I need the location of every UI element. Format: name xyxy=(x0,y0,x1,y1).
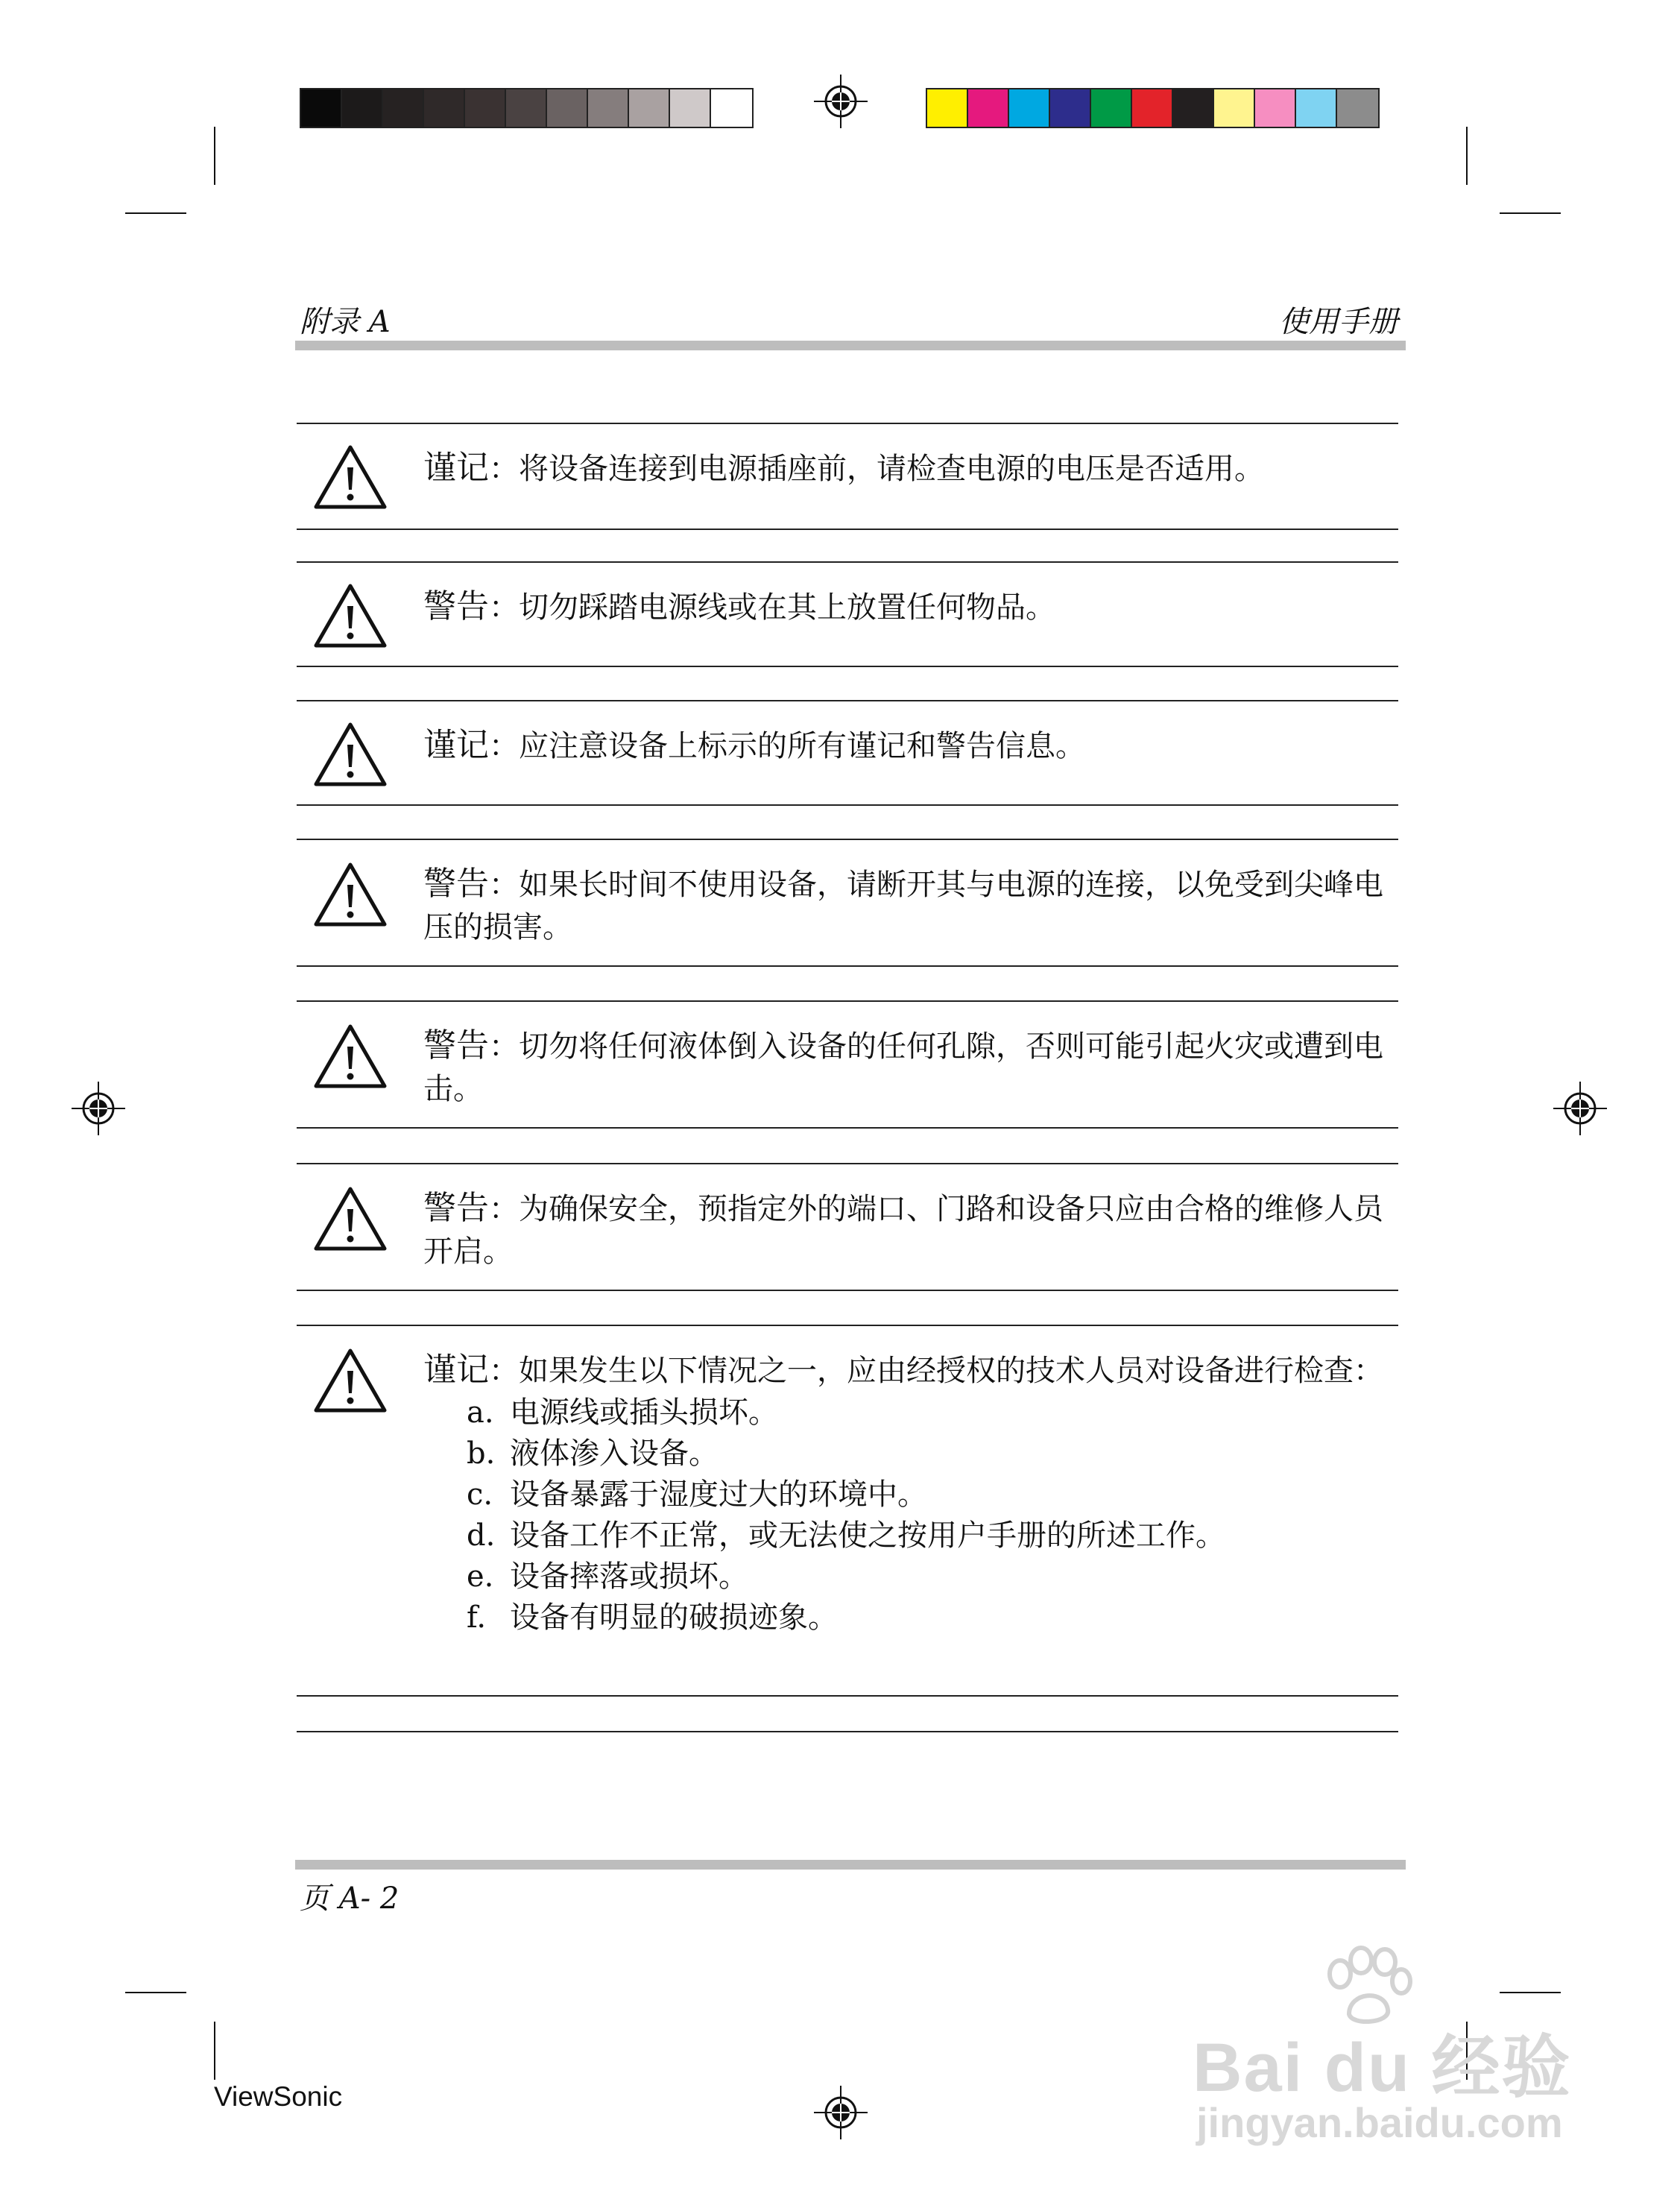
color-swatch xyxy=(1214,89,1255,127)
color-swatch xyxy=(968,89,1009,127)
warning-triangle-icon xyxy=(313,1347,388,1414)
warning-triangle-icon xyxy=(313,1023,388,1090)
color-calibration-bar xyxy=(926,88,1380,128)
notice-box xyxy=(297,839,1398,967)
color-swatch xyxy=(1255,89,1296,127)
crop-mark xyxy=(1466,127,1468,185)
color-swatch xyxy=(1050,89,1091,127)
notice-text: 谨记：如果发生以下情况之一，应由经授权的技术人员对设备进行检查： a. 电源线或插头损坏。 b. 液体渗入设备。 c. 设备暴露于湿度过大的环境中。 d. 设备工作不正常，或无法使之按用户手册的所述工作。 e. 设备摔落或损坏。 f. 设备有明显的破损迹象。 xyxy=(423,1348,1388,1638)
notice-body: 如果发生以下情况之一，应由经授权的技术人员对设备进行检查： xyxy=(519,1354,1383,1388)
registration-mark-icon xyxy=(72,1082,125,1135)
notice-label: 警告 xyxy=(423,1026,489,1064)
list-item: c. 设备暴露于湿度过大的环境中。 xyxy=(467,1477,927,1512)
header-left: 附录 A xyxy=(300,305,391,339)
notice-label: 谨记 xyxy=(423,449,489,487)
color-swatch xyxy=(711,89,752,127)
list-item: b. 液体渗入设备。 xyxy=(467,1436,719,1471)
registration-mark-icon xyxy=(1553,1082,1607,1135)
color-swatch xyxy=(506,89,547,127)
notice-box xyxy=(297,700,1398,806)
color-swatch xyxy=(1009,89,1050,127)
notice-label: 谨记 xyxy=(423,1351,489,1389)
color-swatch xyxy=(383,89,424,127)
notice-text: 警告：如果长时间不使用设备，请断开其与电源的连接，以免受到尖峰电压的损害。 xyxy=(423,865,1383,944)
color-swatch xyxy=(465,89,506,127)
notice-label: 警告 xyxy=(423,587,489,625)
list-item: f. 设备有明显的破损迹象。 xyxy=(467,1600,838,1635)
color-swatch xyxy=(1173,89,1214,127)
registration-mark-icon xyxy=(814,2086,868,2139)
page-number: 页 A- 2 xyxy=(300,1881,400,1916)
notice-box xyxy=(297,561,1398,667)
watermark-logo: Bai du 经验 xyxy=(1193,2030,1572,2106)
notice-text: 警告：切勿踩踏电源线或在其上放置任何物品。 xyxy=(423,587,1055,625)
condition-list xyxy=(423,1392,1388,1638)
color-swatch xyxy=(342,89,383,127)
crop-mark xyxy=(1500,212,1561,214)
notice-body: 为确保安全，预指定外的端口、门路和设备只应由合格的维修人员开启。 xyxy=(423,1192,1383,1269)
notice-text: 谨记：应注意设备上标示的所有谨记和警告信息。 xyxy=(423,726,1085,764)
grayscale-calibration-bar xyxy=(300,88,754,128)
crop-mark xyxy=(214,127,215,185)
color-swatch xyxy=(1091,89,1132,127)
notice-box xyxy=(297,1325,1398,1697)
notice-box xyxy=(297,1000,1398,1129)
warning-triangle-icon xyxy=(313,1185,388,1252)
warning-triangle-icon xyxy=(313,444,388,511)
notice-body: 应注意设备上标示的所有谨记和警告信息。 xyxy=(519,729,1085,763)
notice-label: 警告 xyxy=(423,1189,489,1227)
color-swatch xyxy=(424,89,465,127)
warning-triangle-icon xyxy=(313,721,388,788)
header-right: 使用手册 xyxy=(1279,305,1398,339)
notice-text: 警告：为确保安全，预指定外的端口、门路和设备只应由合格的维修人员开启。 xyxy=(423,1189,1383,1269)
header-rule xyxy=(295,341,1406,350)
crop-mark xyxy=(125,1992,186,1993)
brand-name: ViewSonic xyxy=(214,2081,343,2112)
color-swatch xyxy=(1132,89,1173,127)
color-swatch xyxy=(547,89,588,127)
list-item: d. 设备工作不正常，或无法使之按用户手册的所述工作。 xyxy=(467,1518,1225,1553)
color-swatch xyxy=(927,89,968,127)
color-swatch xyxy=(629,89,670,127)
color-swatch xyxy=(670,89,711,127)
watermark-url: jingyan.baidu.com xyxy=(1196,2099,1563,2146)
crop-mark xyxy=(1500,1992,1561,1993)
notice-box xyxy=(297,423,1398,530)
notice-body: 如果长时间不使用设备，请断开其与电源的连接，以免受到尖峰电压的损害。 xyxy=(423,868,1383,944)
registration-mark-icon xyxy=(814,75,868,128)
closing-rule xyxy=(297,1731,1398,1732)
footer-rule xyxy=(295,1860,1406,1870)
list-item: a. 电源线或插头损坏。 xyxy=(467,1395,778,1430)
notice-body: 将设备连接到电源插座前，请检查电源的电压是否适用。 xyxy=(519,452,1264,486)
notice-label: 谨记 xyxy=(423,726,489,764)
color-swatch xyxy=(1337,89,1378,127)
crop-mark xyxy=(125,212,186,214)
color-swatch xyxy=(1296,89,1337,127)
notice-body: 切勿将任何液体倒入设备的任何孔隙，否则可能引起火灾或遭到电击。 xyxy=(423,1029,1383,1106)
warning-triangle-icon xyxy=(313,861,388,928)
warning-triangle-icon xyxy=(313,582,388,649)
color-swatch xyxy=(588,89,629,127)
notice-text: 谨记：将设备连接到电源插座前，请检查电源的电压是否适用。 xyxy=(423,449,1264,487)
list-item: e. 设备摔落或损坏。 xyxy=(467,1559,748,1594)
crop-mark xyxy=(214,2022,215,2080)
color-swatch xyxy=(301,89,342,127)
notice-box xyxy=(297,1163,1398,1291)
notice-body: 切勿踩踏电源线或在其上放置任何物品。 xyxy=(519,590,1055,625)
notice-label: 警告 xyxy=(423,865,489,903)
notice-text: 警告：切勿将任何液体倒入设备的任何孔隙，否则可能引起火灾或遭到电击。 xyxy=(423,1026,1383,1106)
